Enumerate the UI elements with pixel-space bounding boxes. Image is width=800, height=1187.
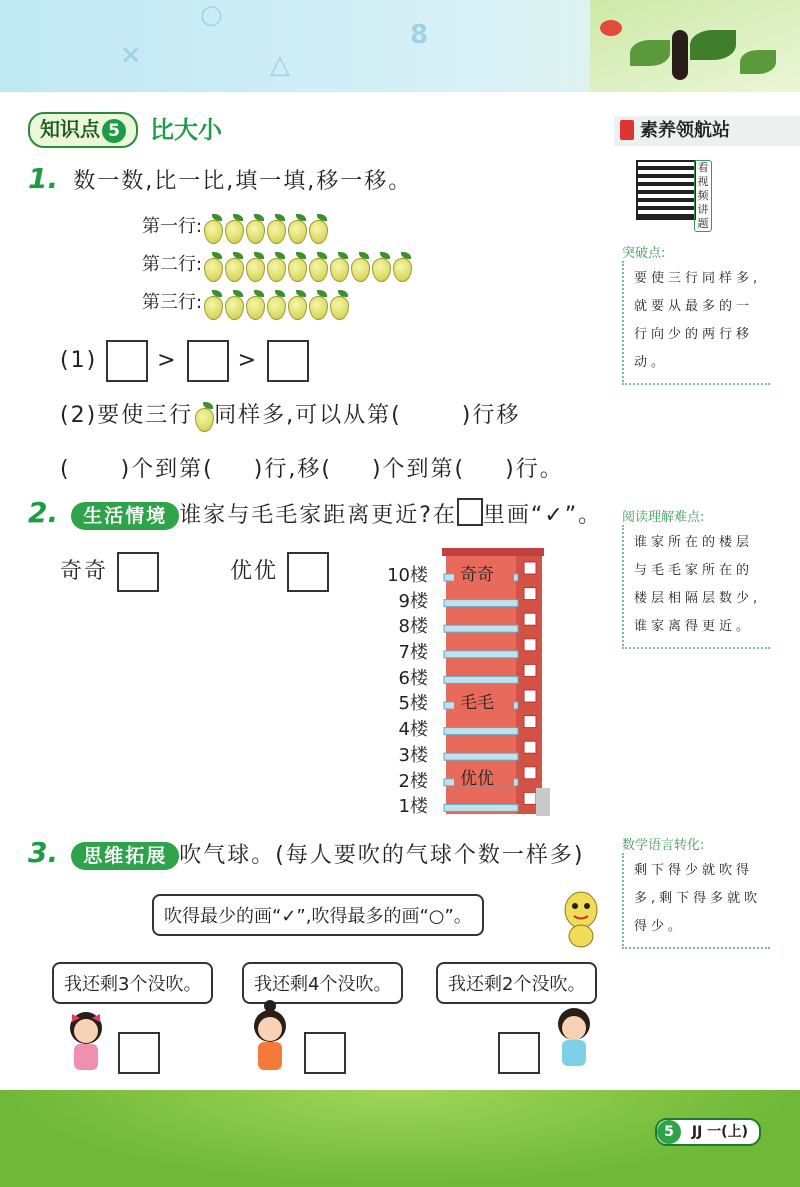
floor-labels <box>378 563 428 820</box>
section-title: 比大小 <box>150 116 222 144</box>
knowledge-point-badge <box>28 112 138 148</box>
pear-icon <box>265 252 285 280</box>
building-svg <box>440 548 550 818</box>
window <box>524 562 536 574</box>
pear-icon <box>307 252 327 280</box>
speech-bubble: 我还剩2个没吹。 <box>436 962 597 1004</box>
pear-icon <box>223 214 243 242</box>
header-plant-decor <box>590 0 800 92</box>
window <box>524 664 536 676</box>
sidebar-note <box>622 506 770 649</box>
pear-row-3 <box>142 288 349 318</box>
building-label-youyou: 优优 <box>460 769 494 789</box>
sidebar-note <box>622 834 770 949</box>
pear-icon <box>265 290 285 318</box>
balcony <box>444 728 518 735</box>
question-2 <box>28 496 602 530</box>
pear-icon <box>328 290 348 318</box>
part-label: (1) <box>60 348 98 373</box>
floor-label: 8楼 <box>398 616 428 638</box>
question-3 <box>28 836 584 870</box>
balcony <box>444 753 518 760</box>
q1-part2 <box>60 398 520 430</box>
sidebar-note-head: 数学语言转化: <box>622 838 705 853</box>
question-text: 吹气球。(每人要吹的气球个数一样多) <box>179 843 585 868</box>
lighthouse-icon <box>620 120 634 140</box>
pear-icon <box>286 252 306 280</box>
pear-icon <box>223 252 243 280</box>
row-label: 第二行: <box>142 254 203 275</box>
question-tag: 思维拓展 <box>71 842 179 870</box>
window <box>524 613 536 625</box>
window <box>524 792 536 804</box>
floor-label: 7楼 <box>398 642 428 664</box>
pear-row-1 <box>142 212 328 242</box>
q1-part2-line2 <box>60 452 564 483</box>
balcony <box>444 600 518 607</box>
pear-group <box>202 255 412 274</box>
pear-icon <box>265 214 285 242</box>
pear-icon <box>349 252 369 280</box>
window <box>524 716 536 728</box>
pear-icon <box>202 290 222 318</box>
pear-icon <box>328 252 348 280</box>
floor-label: 1楼 <box>398 796 428 818</box>
page-number: 5 <box>657 1120 681 1144</box>
option-label: 奇奇 <box>60 559 109 584</box>
question-text: 数一数,比一比,填一填,移一移。 <box>73 169 413 194</box>
question-1 <box>28 162 412 195</box>
floor-label: 9楼 <box>398 590 428 612</box>
balcony <box>444 676 518 683</box>
page-number-badge <box>655 1118 761 1146</box>
pear-row-2 <box>142 250 412 280</box>
inline-box-icon <box>457 498 483 526</box>
sidebar-header-label: 素养领航站 <box>640 120 730 141</box>
part-text: )个到第( <box>120 457 214 482</box>
window <box>524 639 536 651</box>
row-label: 第一行: <box>142 216 203 237</box>
greater-than-sign: > <box>157 348 178 373</box>
pear-group <box>202 293 349 312</box>
speech-bubble: 我还剩4个没吹。 <box>242 962 403 1004</box>
building-label-qiqi: 奇奇 <box>460 565 494 585</box>
balcony <box>444 804 518 811</box>
building-label-maomao: 毛毛 <box>460 693 494 713</box>
floor-label: 2楼 <box>398 770 428 792</box>
dinosaur-mascot <box>556 888 606 948</box>
pear-icon <box>391 252 411 280</box>
pear-icon <box>202 252 222 280</box>
floor-label: 10楼 <box>387 565 428 586</box>
qr-label: 看视频讲题 <box>694 160 712 232</box>
boy-character <box>548 1004 600 1074</box>
pear-icon <box>370 252 390 280</box>
decor-symbol: × <box>120 40 142 70</box>
question-number: 1. <box>28 162 59 195</box>
pear-icon <box>286 214 306 242</box>
answer-box[interactable] <box>187 340 229 382</box>
window <box>524 767 536 779</box>
answer-box[interactable] <box>106 340 148 382</box>
pear-icon <box>307 214 327 242</box>
part-text: )个到第( <box>371 457 466 482</box>
question-text: 谁家与毛毛家距离更近?在 <box>179 503 457 528</box>
pear-icon <box>202 214 222 242</box>
floor-label: 3楼 <box>398 744 428 766</box>
answer-box[interactable] <box>117 552 159 592</box>
question-tag: 生活情境 <box>71 502 179 530</box>
part-text: )行。 <box>505 457 564 482</box>
question-text: 里画“✓”。 <box>482 503 603 528</box>
decor-symbol: △ <box>270 50 290 80</box>
knowledge-point-label: 知识点 <box>40 117 100 141</box>
roof <box>442 548 544 556</box>
part-text: (2)要使三行 <box>60 403 194 428</box>
decor-symbol: 8 <box>410 20 429 50</box>
question-number: 3. <box>28 836 59 869</box>
part-text: )行,移( <box>253 457 332 482</box>
pear-icon <box>244 214 264 242</box>
pear-icon <box>244 290 264 318</box>
decor-symbol: ○ <box>200 0 223 30</box>
answer-box[interactable] <box>287 552 329 592</box>
row-label: 第三行: <box>142 292 203 313</box>
pear-icon <box>193 402 213 430</box>
side-annex <box>536 788 550 816</box>
sidebar-note <box>622 242 770 385</box>
instruction-bubble: 吹得最少的画“✓”,吹得最多的画“○”。 <box>152 894 484 936</box>
pear-icon <box>286 290 306 318</box>
balcony <box>444 625 518 632</box>
book-label: JJ 一(上) <box>691 1124 748 1140</box>
option-label: 优优 <box>230 559 279 584</box>
sidebar-note-text: 要使三行同样多,就要从最多的一行向少的两行移动。 <box>622 261 770 385</box>
q1-part1 <box>60 340 309 382</box>
greater-than-sign: > <box>237 348 259 373</box>
pear-icon <box>244 252 264 280</box>
window <box>524 588 536 600</box>
window <box>524 690 536 702</box>
pear-icon <box>307 290 327 318</box>
sidebar-header <box>614 116 800 146</box>
girl-character <box>60 1008 112 1078</box>
building <box>440 548 550 818</box>
floor-label: 6楼 <box>398 667 428 689</box>
sidebar-note-head: 阅读理解难点: <box>622 510 705 525</box>
qr-code[interactable] <box>636 160 696 220</box>
part-text: )行移 <box>461 403 521 428</box>
sidebar-note-text: 谁家所在的楼层与毛毛家所在的楼层相隔层数少,谁家离得更近。 <box>622 525 770 649</box>
part-text: ( <box>60 457 71 482</box>
floor-label: 4楼 <box>398 719 428 741</box>
qiqi-option <box>60 552 159 592</box>
answer-box[interactable] <box>267 340 309 382</box>
window <box>524 741 536 753</box>
boy-character-topknot <box>244 998 296 1078</box>
balcony <box>444 651 518 658</box>
pear-icon <box>223 290 243 318</box>
youyou-option <box>230 552 329 592</box>
answer-box[interactable] <box>118 1032 160 1074</box>
answer-box[interactable] <box>304 1032 346 1074</box>
sidebar-note-text: 剩下得少就吹得多,剩下得多就吹得少。 <box>622 853 770 949</box>
part-text: 同样多,可以从第( <box>214 403 402 428</box>
pear-group <box>202 217 328 236</box>
question-number: 2. <box>28 496 59 529</box>
sidebar-note-head: 突破点: <box>622 246 666 261</box>
knowledge-point-number: 5 <box>102 119 126 143</box>
answer-box[interactable] <box>498 1032 540 1074</box>
speech-bubble: 我还剩3个没吹。 <box>52 962 213 1004</box>
floor-label: 5楼 <box>398 693 428 715</box>
